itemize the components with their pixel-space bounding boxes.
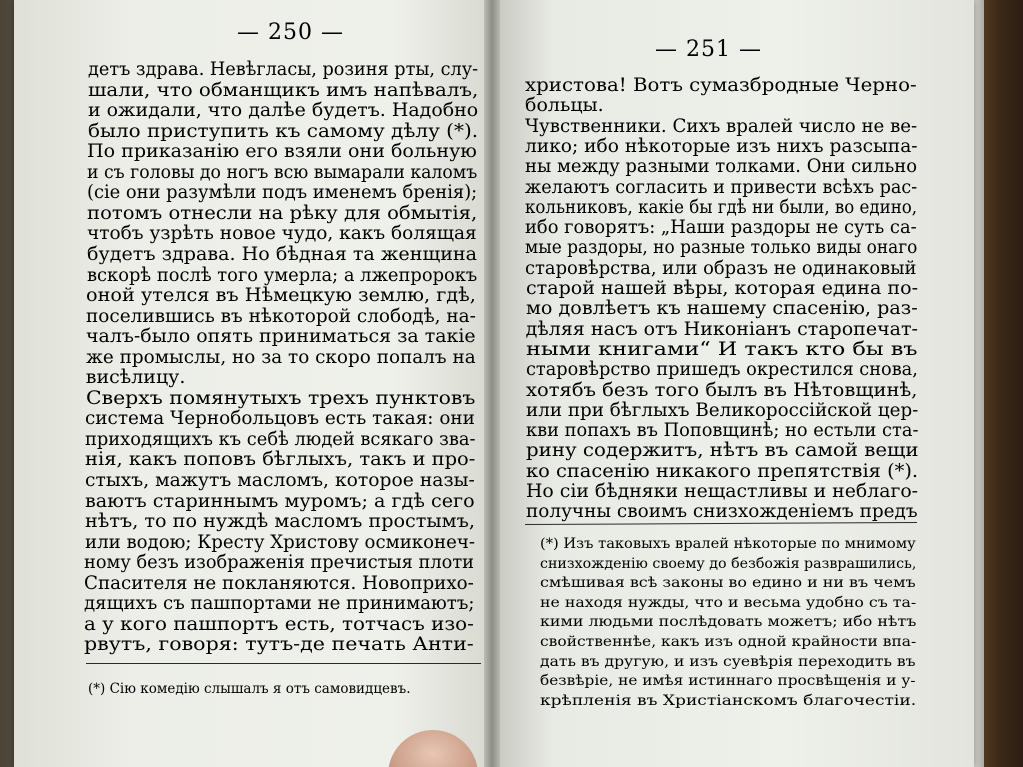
text-line: потомъ отнесли на рѣку для обмытія,: [86, 201, 478, 224]
right-page-number: — 251 —: [655, 37, 762, 62]
text-line: Чувственники. Сихъ вралей число не ве-: [525, 114, 918, 137]
text-line: оной утелся въ Нѣмецкую землю, гдѣ,: [86, 284, 477, 307]
text-line: будетъ здрава. Но бѣдная та женщина: [86, 242, 477, 265]
footnote-line: безвѣріе, не имѣя истиннаго просвѣщенія и у-: [540, 673, 916, 690]
text-line: Но сіи бѣдняки нещастливы и неблаго-: [526, 480, 919, 502]
text-line: или водою; Кресту Христову осмиконеч-: [84, 530, 475, 553]
footnote-line: не находя нужды, что и весьма удобно съ та-: [540, 594, 917, 611]
text-line: ваютъ стариннымъ муромъ; а гдѣ сего: [84, 489, 475, 512]
text-line: старой нашей вѣры, которая едина по-: [525, 277, 918, 299]
text-line: лико; ибо нѣкоторые изъ нихъ разсыпа-: [525, 134, 918, 157]
text-line: стыхъ, мажутъ масломъ, которое назы-: [85, 469, 475, 491]
text-line: мо довлѣетъ къ нашему спасенію, раз-: [525, 297, 918, 320]
text-line: поселившись въ нѣкоторой слободѣ, на-: [86, 304, 477, 327]
text-line: ными книгами“ И такъ кто бы въ: [525, 337, 918, 360]
text-line: детъ здрава. Невѣгласы, розиня рты, слу-: [88, 58, 479, 80]
text-line: приходящихъ къ себѣ людей всякаго зва-: [85, 427, 476, 450]
text-line: рвутъ, говоря: тутъ-де печать Анти-: [83, 633, 474, 656]
footnote-line: свойственнѣе, какъ изъ одной крайности впа-: [540, 634, 917, 650]
text-line: дящихъ съ пашпортами не принимаютъ;: [84, 592, 475, 615]
text-line: висѣлицу.: [85, 366, 186, 389]
text-line: ибо говорятъ: „Наши раздоры не суть са-: [525, 216, 918, 239]
text-line: было приступить къ самому дѣлу (*).: [87, 119, 478, 142]
text-line: чтобъ узрѣть новое чудо, какъ болящая: [86, 222, 477, 245]
text-line: Спасителя не покланяются. Новоприхо-: [84, 571, 475, 594]
text-line: (сіе они разумѣли подъ именемъ бренія);: [87, 181, 478, 204]
footnote-line: дать въ другую, и изъ суевѣрія переходить въ: [540, 653, 916, 670]
text-line: старовѣрство пришедъ окрестился снова,: [525, 358, 918, 381]
text-line: дѣляя насъ отъ Никоніанъ старопечат-: [525, 317, 918, 340]
text-line: же промыслы, но за то скоро попалъ на: [85, 345, 476, 368]
text-line: ко спасенію никакого препятствія (*).: [525, 459, 919, 482]
text-line: хотябъ безъ того былъ въ Нѣтовщинѣ,: [525, 378, 918, 401]
text-line: вскорѣ послѣ того умерла; а лжепророкъ: [86, 263, 477, 286]
text-line: шали, что обманщикъ имъ напѣвалъ,: [87, 78, 479, 101]
text-line: и ожидали, что далѣе будетъ. Надобно: [87, 99, 478, 122]
text-line: ны между разными толками. Они сильно: [525, 155, 918, 178]
book-gutter: [484, 0, 500, 767]
footnote-line: (*) Изъ таковыхъ вралей нѣкоторые по мнимому: [540, 536, 916, 552]
page-stack-edge: [974, 0, 984, 767]
text-line: больцы.: [525, 94, 604, 117]
text-line: нѣтъ, то по нуждѣ масломъ простымъ,: [84, 510, 475, 533]
text-line: старовѣрства, или образъ не одинаковый: [525, 256, 917, 279]
text-line: система Чернобольцовъ есть такая: они: [85, 407, 476, 430]
text-line: ному безъ изображенія пречистыя плоти: [84, 551, 475, 574]
text-line: рину содержитъ, нѣтъ въ самой вещи: [525, 439, 919, 462]
text-line: а у кого пашпортъ есть, тотчасъ изо-: [83, 612, 474, 635]
left-footnote: (*) Сію комедію слышалъ я отъ самовидцевъ.: [88, 681, 411, 697]
text-line: и съ головы до ногъ всю вымарали каломъ: [87, 160, 478, 183]
text-line: христова! Вотъ сумазбродные Черно-: [525, 74, 917, 96]
text-line: мые раздоры, но разные только виды онаго: [525, 236, 918, 259]
text-line: нія, какъ поповъ бѣглыхъ, такъ и про-: [85, 448, 476, 471]
text-line: Сверхъ помянутыхъ трехъ пунктовъ: [85, 386, 475, 409]
left-page-number: — 250 —: [237, 20, 344, 45]
footnote-line: крѣпленія въ Христіанскомъ благочестіи.: [540, 692, 917, 709]
text-line: кви попахъ въ Поповщинѣ; но естьли ста-: [525, 419, 919, 442]
text-line: получны своимъ снизхожденіемъ предъ: [526, 500, 918, 523]
text-line: или при бѣглыхъ Великороссійской цер-: [525, 398, 919, 421]
left-footnote-rule: [86, 663, 481, 664]
footnote-line: снизхожденію своему до безбожія разврашились,: [540, 555, 917, 572]
text-line: чалъ-было опять приниматься за такіе: [86, 325, 476, 348]
text-line: По приказанію его взяли они больную: [87, 140, 478, 163]
text-line: желаютъ согласить и привести всѣхъ рас-: [525, 175, 918, 198]
footnote-line: кими людьми послѣдовать можетъ; ибо нѣтъ: [540, 614, 917, 631]
text-line: кольниковъ, какіе бы гдѣ ни были, во едино,: [525, 195, 918, 218]
footnote-line: смѣшивая всѣ законы во едино и ни въ чемъ: [540, 575, 916, 592]
